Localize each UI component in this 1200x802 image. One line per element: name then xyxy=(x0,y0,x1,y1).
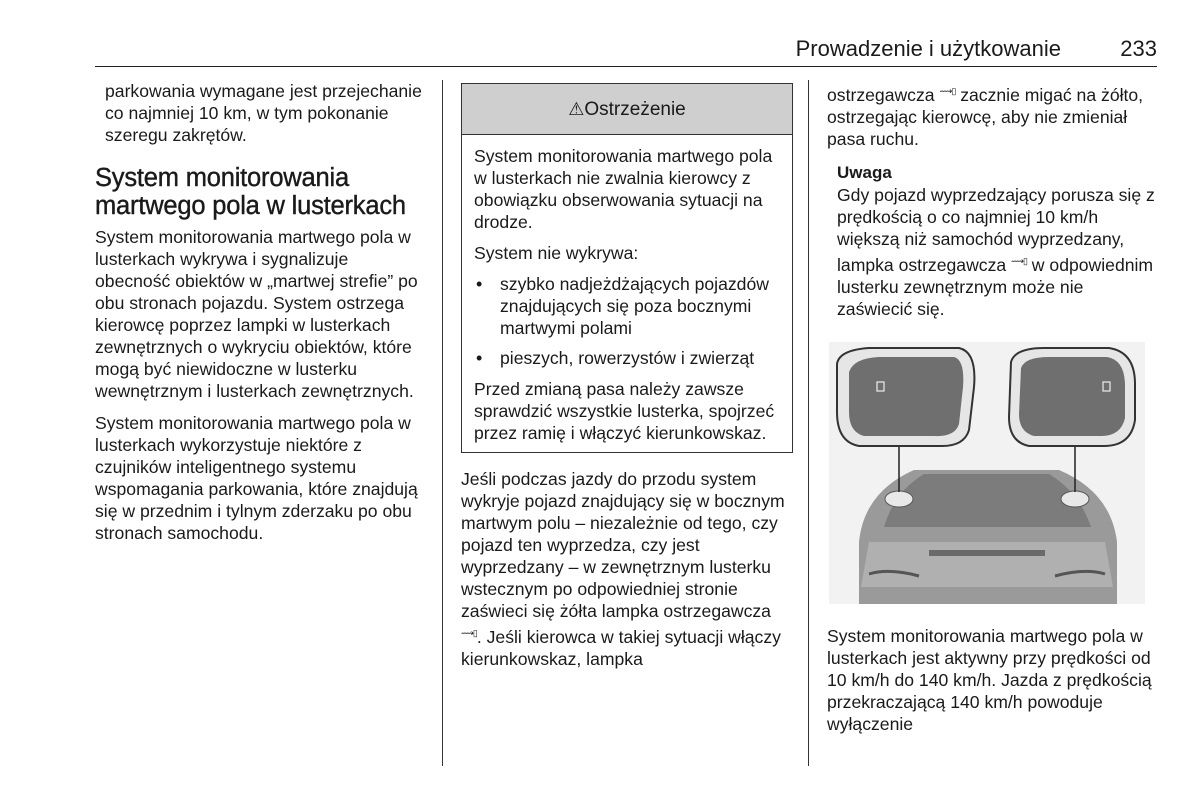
paragraph xyxy=(461,468,793,670)
warning-triangle-icon: ⚠ xyxy=(568,99,585,119)
text-span: ostrzegawcza xyxy=(827,84,940,105)
paragraph: System monitorowania martwego pola w lusterkach wykrywa i sygnalizuje obecność obiektów w „martwej strefie” po obu stronach pojazdu. System ostrzega kierowcę poprzez lampki w lusterkach zewnętrznych o wykryciu obiektów, które mogą być niewidoczne w lusterku wewnętrznym i lusterkach zewnętrznych. xyxy=(95,227,418,401)
text-span: zacznie migać na żółto, ostrzegając kierowcę, aby nie zmieniał pasa ruchu. xyxy=(827,84,1144,149)
paragraph: System monitorowania martwego pola w lusterkach jest aktywny przy prędkości od 10 km/h do 140 km/h. Jazda z prędkością przekraczającą 140 km/h powoduje wyłączenie xyxy=(827,625,1152,734)
warning-paragraph: System monitorowania martwego pola w lusterkach nie zwalnia kierowcy z obowiązku obserwowania sytuacji na drodze. xyxy=(474,146,773,232)
blind-spot-warning-icon: ⟿▯ xyxy=(461,628,477,638)
column-left xyxy=(95,80,425,554)
text-span: Gdy pojazd wyprzedzający porusza się z prędkością o co najmniej 10 km/h większą niż samochód wyprzedzany, lampka ostrzegawcza xyxy=(837,184,1155,275)
warning-title: Ostrzeżenie xyxy=(584,99,686,120)
text-span: Jeśli podczas jazdy do przodu system wykryje pojazd znajdujący się w bocznym martwym polu – niezależnie od tego, czy pojazd ten wyprzedza, czy jest wyprzedzany – w zewnętrznym lusterku wstecznym po odpowiedniej stronie zaświeci się żółta lampka ostrzegawcza xyxy=(461,469,785,621)
warning-box xyxy=(461,83,793,453)
column-divider xyxy=(808,80,809,766)
paragraph xyxy=(827,80,1157,150)
paragraph: System monitorowania martwego pola w lusterkach wykorzystuje niektóre z czujników inteligentnego systemu wspomagania parkowania, które znajdują się w przednim i tylnym zderzaku po obu stronach samochodu. xyxy=(95,413,418,543)
blind-spot-warning-icon: ⟿▯ xyxy=(1011,255,1027,266)
page-header xyxy=(95,30,1157,67)
column-middle xyxy=(461,80,793,680)
warning-body xyxy=(462,135,792,452)
warning-header xyxy=(462,84,792,135)
column-divider xyxy=(442,80,443,766)
page-number: 233 xyxy=(1120,36,1157,61)
warning-list xyxy=(474,273,780,369)
warning-paragraph: System nie wykrywa: xyxy=(474,243,639,263)
note-title: Uwaga xyxy=(837,162,892,182)
list-item: • szybko nadjeżdżających pojazdów znajdujących się poza bocznymi martwymi polami xyxy=(474,273,780,339)
intro-paragraph: parkowania wymagane jest przejechanie co najmniej 10 km, w tym pokonanie szeregu zakrętów. xyxy=(105,81,422,145)
section-heading: System monitorowania martwego pola w lusterkach xyxy=(95,164,406,220)
blind-spot-warning-icon: ⟿▯ xyxy=(939,86,956,96)
text-span: w odpowiednim lusterku zewnętrznym może nie zaświecić się. xyxy=(837,254,1154,319)
section-title: Prowadzenie i użytkowanie xyxy=(795,36,1061,61)
text-span: . Jeśli kierowca w takiej sytuacji włączy kierunkowskaz, lampka xyxy=(461,626,781,669)
note-paragraph xyxy=(827,184,1157,320)
column-right xyxy=(827,80,1157,745)
warning-paragraph: Przed zmianą pasa należy zawsze sprawdzić wszystkie lusterka, spojrzeć przez ramię i włączyć kierunkowskaz. xyxy=(474,379,775,443)
list-item: • pieszych, rowerzystów i zwierząt xyxy=(474,347,780,369)
mirror-illustration xyxy=(829,342,1145,604)
